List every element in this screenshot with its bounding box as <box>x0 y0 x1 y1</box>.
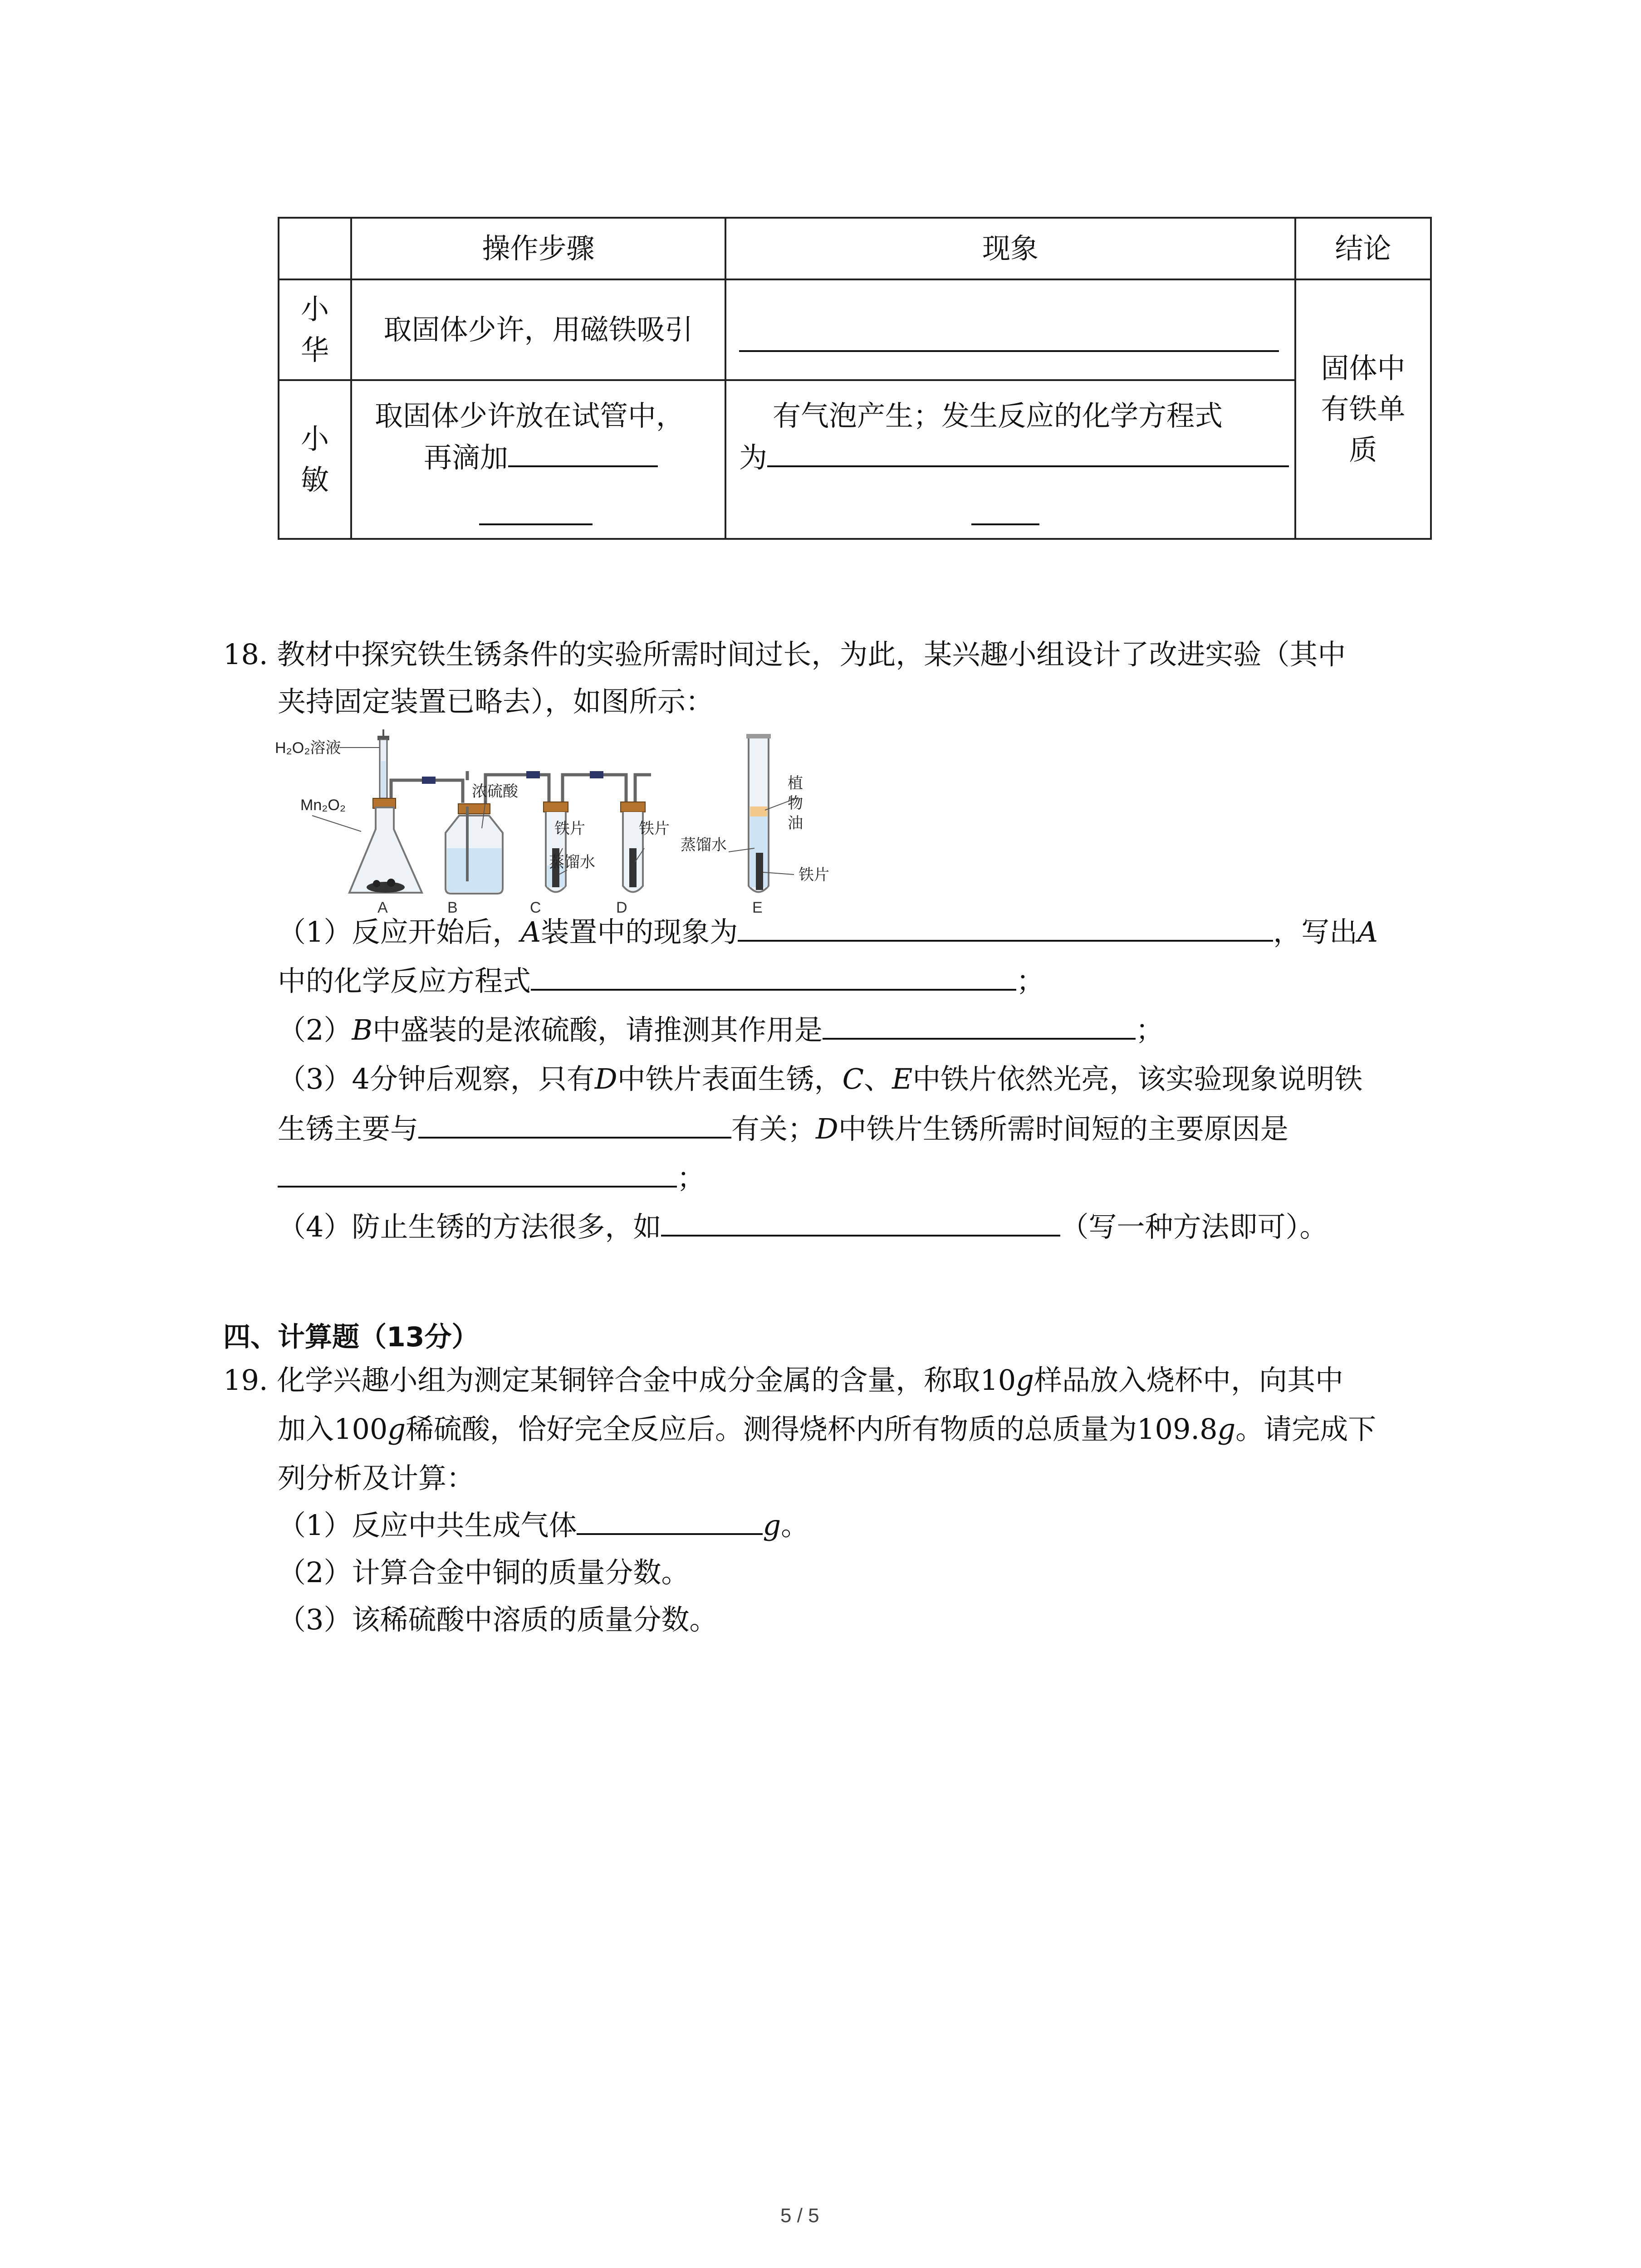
person-xiaohua: 小 华 <box>279 279 351 380</box>
q18-part3-line2: 生锈主要与 有关；D中铁片生锈所需时间短的主要原因是 <box>278 1112 1288 1145</box>
phenomenon-xiaomin: 有气泡产生；发生反应的化学方程式 为 <box>725 380 1295 539</box>
answer-blank[interactable] <box>508 462 658 467</box>
answer-blank[interactable] <box>739 347 1279 352</box>
label-iron-d: 铁片 <box>639 820 670 837</box>
label-conc-acid: 浓硫酸 <box>472 783 518 800</box>
letter-c: C <box>530 899 541 915</box>
syringe-icon <box>377 729 389 798</box>
experiment-table <box>278 217 1432 540</box>
label-iron-c: 铁片 <box>554 820 585 837</box>
q18-part2: （2）B中盛装的是浓硫酸，请推测其作用是 ； <box>278 1013 1164 1046</box>
q18-line2: 夹持固定装置已略去），如图所示： <box>278 685 714 718</box>
conical-flask-icon <box>349 798 422 893</box>
label-iron-e: 铁片 <box>798 866 829 884</box>
q19-part2: （2）计算合金中铜的质量分数。 <box>278 1556 690 1589</box>
answer-blank[interactable] <box>577 1530 763 1535</box>
label-veg-oil-2: 物 <box>788 795 803 812</box>
q18-part3-line3: ； <box>278 1164 705 1192</box>
label-veg-oil-1: 植 <box>788 775 803 792</box>
letter-e: E <box>752 899 763 915</box>
label-water-e: 蒸馏水 <box>681 836 727 854</box>
letter-d: D <box>616 899 627 915</box>
label-water-c: 蒸馏水 <box>549 854 595 871</box>
section-heading: 四、计算题（13分） <box>223 1321 479 1353</box>
phenomenon-xiaohua <box>725 279 1295 380</box>
header-empty-cell <box>279 218 351 279</box>
q19-part1: （1）反应中共生成气体 g。 <box>278 1509 809 1542</box>
test-tube-e-icon <box>746 734 771 892</box>
test-tube-c-icon <box>544 802 568 892</box>
q18-part1-line1: （1）反应开始后，A装置中的现象为 ，写出A <box>278 915 1378 948</box>
q18-part4: （4）防止生锈的方法很多，如 （写一种方法即可）。 <box>278 1210 1328 1243</box>
q18-line1: 18. 教材中探究铁生锈条件的实验所需时间过长，为此，某兴趣小组设计了改进实验（其中 <box>223 638 1346 671</box>
label-h2o2: H₂O₂溶液 <box>275 739 341 757</box>
conclusion-cell: 固体中 有铁单 质 <box>1295 279 1431 539</box>
label-veg-oil-3: 油 <box>788 815 803 832</box>
answer-blank[interactable] <box>738 936 1273 942</box>
gas-washing-bottle-icon <box>446 804 503 894</box>
letter-b: B <box>447 899 458 915</box>
q19-part3: （3）该稀硫酸中溶质的质量分数。 <box>278 1603 718 1636</box>
person-xiaomin: 小 敏 <box>279 380 351 539</box>
q19-line1: 19. 化学兴趣小组为测定某铜锌合金中成分金属的含量，称取10g样品放入烧杯中，向其中 <box>223 1364 1343 1397</box>
answer-blank[interactable] <box>661 1231 1060 1237</box>
answer-blank[interactable] <box>479 520 593 525</box>
test-tube-d-icon <box>621 802 645 892</box>
page-number: 5 / 5 <box>780 2204 819 2227</box>
answer-blank[interactable] <box>971 520 1039 525</box>
experiment-apparatus-figure <box>272 729 853 915</box>
q18-part1-line2: 中的化学反应方程式 ； <box>278 964 1045 997</box>
answer-blank[interactable] <box>418 1133 731 1139</box>
header-steps: 操作步骤 <box>351 218 725 279</box>
answer-blank[interactable] <box>278 1182 677 1188</box>
step-xiaohua: 取固体少许，用磁铁吸引 <box>351 279 725 380</box>
q19-line3: 列分析及计算： <box>278 1461 475 1495</box>
header-phenomenon: 现象 <box>725 218 1295 279</box>
step-xiaomin: 取固体少许放在试管中， 再滴加 <box>351 380 725 539</box>
label-mno2: Mn₂O₂ <box>300 797 346 814</box>
letter-a: A <box>377 899 388 915</box>
q18-part3-line1: （3）4分钟后观察，只有D中铁片表面生锈，C、E中铁片依然光亮，该实验现象说明铁 <box>278 1062 1363 1095</box>
answer-blank[interactable] <box>767 462 1289 467</box>
answer-blank[interactable] <box>823 1034 1136 1040</box>
header-conclusion: 结论 <box>1295 218 1431 279</box>
q19-line2: 加入100g稀硫酸，恰好完全反应后。测得烧杯内所有物质的总质量为109.8g。请完成下 <box>278 1413 1376 1446</box>
answer-blank[interactable] <box>531 985 1016 991</box>
